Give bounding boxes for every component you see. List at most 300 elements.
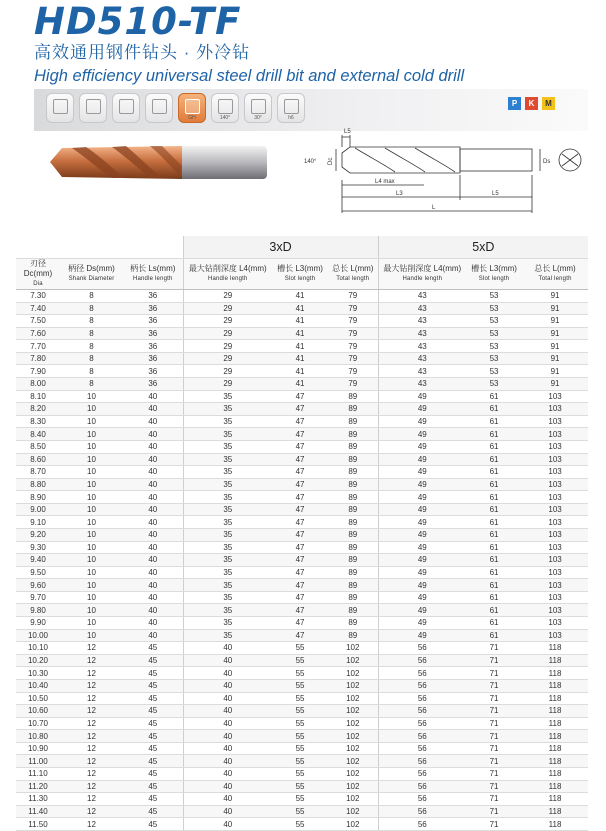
table-row <box>16 290 588 303</box>
table-cell: 10 <box>60 415 123 428</box>
technical-drawing <box>300 125 590 220</box>
table-cell: 35 <box>183 415 272 428</box>
table-cell: 35 <box>183 617 272 630</box>
table-cell: 29 <box>183 378 272 391</box>
table-cell: 103 <box>522 591 588 604</box>
column-header-cn: 柄长 Ls(mm) <box>130 264 176 273</box>
table-row <box>16 541 588 554</box>
table-cell: 45 <box>123 642 183 655</box>
table-cell: 55 <box>272 818 328 831</box>
table-cell: 61 <box>466 478 522 491</box>
table-cell: 40 <box>183 818 272 831</box>
table-cell: 11.10 <box>16 767 60 780</box>
table-cell: 36 <box>123 378 183 391</box>
table-cell: 43 <box>378 340 466 353</box>
table-cell: 89 <box>328 390 378 403</box>
table-cell: 41 <box>272 365 328 378</box>
table-cell: 55 <box>272 742 328 755</box>
table-cell: 55 <box>272 692 328 705</box>
table-cell: 47 <box>272 541 328 554</box>
table-cell: 45 <box>123 742 183 755</box>
table-cell: 45 <box>123 667 183 680</box>
table-cell: 103 <box>522 466 588 479</box>
table-cell: 10.10 <box>16 642 60 655</box>
table-cell: 56 <box>378 818 466 831</box>
table-row <box>16 755 588 768</box>
table-cell: 8 <box>60 365 123 378</box>
table-row <box>16 742 588 755</box>
table-cell: 45 <box>123 793 183 806</box>
table-cell: 56 <box>378 667 466 680</box>
table-row <box>16 453 588 466</box>
column-header <box>522 259 588 290</box>
table-cell: 89 <box>328 604 378 617</box>
table-cell: 89 <box>328 466 378 479</box>
column-header-cn: 槽长 L3(mm) <box>277 264 323 273</box>
table-cell: 35 <box>183 554 272 567</box>
table-cell: 103 <box>522 541 588 554</box>
table-cell: 10 <box>60 604 123 617</box>
table-cell: 103 <box>522 604 588 617</box>
table-cell: 10.90 <box>16 742 60 755</box>
table-cell: 41 <box>272 352 328 365</box>
table-cell: 12 <box>60 793 123 806</box>
table-row <box>16 591 588 604</box>
table-row <box>16 566 588 579</box>
table-cell: 56 <box>378 742 466 755</box>
table-cell: 102 <box>328 642 378 655</box>
table-cell: 47 <box>272 466 328 479</box>
table-cell: 10 <box>60 617 123 630</box>
table-cell: 8.00 <box>16 378 60 391</box>
table-cell: 89 <box>328 541 378 554</box>
group-header-blank <box>16 236 183 259</box>
table-cell: 7.80 <box>16 352 60 365</box>
table-cell: 53 <box>466 302 522 315</box>
table-cell: 56 <box>378 642 466 655</box>
table-cell: 118 <box>522 805 588 818</box>
table-row <box>16 466 588 479</box>
table-cell: 11.30 <box>16 793 60 806</box>
table-cell: 55 <box>272 705 328 718</box>
table-cell: 102 <box>328 730 378 743</box>
table-cell: 29 <box>183 302 272 315</box>
table-cell: 10 <box>60 579 123 592</box>
table-cell: 29 <box>183 327 272 340</box>
table-cell: 40 <box>183 667 272 680</box>
table-cell: 10.40 <box>16 679 60 692</box>
table-row <box>16 554 588 567</box>
table-row <box>16 352 588 365</box>
table-cell: 118 <box>522 679 588 692</box>
table-cell: 12 <box>60 818 123 831</box>
table-row <box>16 629 588 642</box>
table-row <box>16 415 588 428</box>
column-header <box>378 259 466 290</box>
table-cell: 61 <box>466 604 522 617</box>
table-cell: 35 <box>183 629 272 642</box>
table-cell: 89 <box>328 428 378 441</box>
table-row <box>16 403 588 416</box>
table-row <box>16 617 588 630</box>
table-cell: 91 <box>522 327 588 340</box>
flat-face-icon <box>46 93 74 123</box>
table-cell: 10 <box>60 516 123 529</box>
table-cell: 41 <box>272 315 328 328</box>
table-cell: 89 <box>328 403 378 416</box>
table-cell: 103 <box>522 491 588 504</box>
table-cell: 11.40 <box>16 805 60 818</box>
table-cell: 10 <box>60 453 123 466</box>
table-cell: 53 <box>466 340 522 353</box>
column-header-en: Slot length <box>478 276 510 282</box>
table-body <box>16 290 588 831</box>
table-cell: 40 <box>123 503 183 516</box>
table-cell: 61 <box>466 428 522 441</box>
table-cell: 61 <box>466 503 522 516</box>
table-cell: 61 <box>466 617 522 630</box>
table-cell: 10 <box>60 403 123 416</box>
table-cell: 9.30 <box>16 541 60 554</box>
table-cell: 8 <box>60 340 123 353</box>
table-cell: 40 <box>123 415 183 428</box>
table-cell: 35 <box>183 403 272 416</box>
table-cell: 29 <box>183 340 272 353</box>
table-cell: 40 <box>183 705 272 718</box>
drawing-label-l: L <box>432 205 436 211</box>
table-row <box>16 503 588 516</box>
table-cell: 35 <box>183 440 272 453</box>
table-cell: 41 <box>272 340 328 353</box>
material-badges <box>508 97 555 110</box>
table-cell: 102 <box>328 767 378 780</box>
table-cell: 45 <box>123 767 183 780</box>
column-header <box>466 259 522 290</box>
table-cell: 61 <box>466 554 522 567</box>
table-cell: 47 <box>272 403 328 416</box>
table-cell: 40 <box>183 730 272 743</box>
table-cell: 56 <box>378 780 466 793</box>
column-header <box>60 259 123 290</box>
table-cell: 10 <box>60 541 123 554</box>
table-cell: 9.80 <box>16 604 60 617</box>
table-cell: 36 <box>123 315 183 328</box>
table-cell: 55 <box>272 667 328 680</box>
table-cell: 53 <box>466 378 522 391</box>
table-cell: 79 <box>328 340 378 353</box>
table-cell: 89 <box>328 566 378 579</box>
table-cell: 56 <box>378 705 466 718</box>
table-cell: 40 <box>183 717 272 730</box>
table-cell: 45 <box>123 755 183 768</box>
table-cell: 103 <box>522 629 588 642</box>
table-cell: 118 <box>522 755 588 768</box>
table-cell: 8.50 <box>16 440 60 453</box>
table-cell: 102 <box>328 705 378 718</box>
table-cell: 102 <box>328 742 378 755</box>
table-cell: 45 <box>123 805 183 818</box>
step-face-icon <box>112 93 140 123</box>
table-cell: 40 <box>123 629 183 642</box>
table-cell: 71 <box>466 705 522 718</box>
table-cell: 47 <box>272 617 328 630</box>
column-header-en: Slot length <box>284 276 316 282</box>
table-cell: 40 <box>123 428 183 441</box>
table-cell: 53 <box>466 327 522 340</box>
table-cell: 7.30 <box>16 290 60 303</box>
table-cell: 40 <box>123 617 183 630</box>
table-cell: 35 <box>183 503 272 516</box>
table-cell: 40 <box>183 780 272 793</box>
table-cell: 49 <box>378 566 466 579</box>
table-cell: 55 <box>272 642 328 655</box>
table-row <box>16 717 588 730</box>
table-cell: 89 <box>328 528 378 541</box>
table-cell: 61 <box>466 440 522 453</box>
table-cell: 40 <box>123 591 183 604</box>
table-cell: 7.70 <box>16 340 60 353</box>
table-cell: 102 <box>328 793 378 806</box>
table-cell: 12 <box>60 755 123 768</box>
table-cell: 118 <box>522 818 588 831</box>
column-header <box>328 259 378 290</box>
table-row <box>16 818 588 831</box>
table-cell: 9.50 <box>16 566 60 579</box>
table-cell: 103 <box>522 478 588 491</box>
table-cell: 103 <box>522 428 588 441</box>
table-row <box>16 302 588 315</box>
table-cell: 103 <box>522 516 588 529</box>
table-cell: 118 <box>522 667 588 680</box>
table-cell: 49 <box>378 466 466 479</box>
table-cell: 8 <box>60 302 123 315</box>
table-cell: 89 <box>328 478 378 491</box>
table-cell: 29 <box>183 365 272 378</box>
table-cell: 56 <box>378 654 466 667</box>
table-cell: 118 <box>522 654 588 667</box>
table-cell: 103 <box>522 528 588 541</box>
table-cell: 40 <box>123 491 183 504</box>
table-cell: 55 <box>272 654 328 667</box>
table-cell: 79 <box>328 378 378 391</box>
table-cell: 103 <box>522 617 588 630</box>
table-cell: 118 <box>522 742 588 755</box>
table-cell: 12 <box>60 667 123 680</box>
table-cell: 36 <box>123 290 183 303</box>
drawing-label-dc: Dc <box>328 157 334 165</box>
table-cell: 55 <box>272 730 328 743</box>
product-title: HD510-TF <box>34 0 242 43</box>
table-cell: 89 <box>328 491 378 504</box>
table-cell: 40 <box>123 403 183 416</box>
table-cell: 89 <box>328 554 378 567</box>
table-row <box>16 365 588 378</box>
table-row <box>16 667 588 680</box>
table-cell: 35 <box>183 566 272 579</box>
table-cell: 49 <box>378 617 466 630</box>
table-cell: 71 <box>466 679 522 692</box>
table-row <box>16 767 588 780</box>
table-cell: 40 <box>123 466 183 479</box>
table-cell: 103 <box>522 554 588 567</box>
table-cell: 10 <box>60 390 123 403</box>
table-cell: 118 <box>522 705 588 718</box>
table-cell: 71 <box>466 667 522 680</box>
table-cell: 53 <box>466 315 522 328</box>
table-cell: 79 <box>328 302 378 315</box>
table-cell: 8.40 <box>16 428 60 441</box>
table-cell: 43 <box>378 365 466 378</box>
table-cell: 49 <box>378 591 466 604</box>
table-cell: 47 <box>272 491 328 504</box>
table-cell: 61 <box>466 579 522 592</box>
table-cell: 103 <box>522 440 588 453</box>
table-cell: 55 <box>272 793 328 806</box>
table-cell: 10 <box>60 528 123 541</box>
table-cell: 56 <box>378 755 466 768</box>
table-cell: 71 <box>466 742 522 755</box>
table-cell: 11.00 <box>16 755 60 768</box>
table-cell: 91 <box>522 352 588 365</box>
table-cell: 8 <box>60 352 123 365</box>
table-cell: 12 <box>60 642 123 655</box>
table-cell: 12 <box>60 805 123 818</box>
table-cell: 47 <box>272 629 328 642</box>
table-cell: 47 <box>272 415 328 428</box>
table-cell: 10.70 <box>16 717 60 730</box>
table-cell: 102 <box>328 780 378 793</box>
table-row <box>16 730 588 743</box>
helix-angle-icon <box>244 93 272 123</box>
table-cell: 79 <box>328 352 378 365</box>
table-cell: 8.80 <box>16 478 60 491</box>
table-cell: 12 <box>60 742 123 755</box>
table-cell: 53 <box>466 365 522 378</box>
table-cell: 49 <box>378 390 466 403</box>
table-cell: 71 <box>466 818 522 831</box>
table-cell: 71 <box>466 654 522 667</box>
table-cell: 9.60 <box>16 579 60 592</box>
table-cell: 35 <box>183 591 272 604</box>
table-cell: 55 <box>272 679 328 692</box>
table-cell: 71 <box>466 793 522 806</box>
subtitle-english: High efficiency universal steel drill bit and external cold drill <box>34 67 465 85</box>
table-cell: 91 <box>522 340 588 353</box>
table-cell: 45 <box>123 654 183 667</box>
table-cell: 89 <box>328 453 378 466</box>
table-cell: 35 <box>183 516 272 529</box>
table-cell: 43 <box>378 315 466 328</box>
table-cell: 56 <box>378 730 466 743</box>
table-row <box>16 780 588 793</box>
table-cell: 102 <box>328 755 378 768</box>
table-cell: 43 <box>378 290 466 303</box>
table-cell: 40 <box>183 805 272 818</box>
table-cell: 12 <box>60 717 123 730</box>
table-cell: 91 <box>522 378 588 391</box>
column-header <box>183 259 272 290</box>
table-row <box>16 805 588 818</box>
table-cell: 79 <box>328 327 378 340</box>
material-badge-p: P <box>508 97 521 110</box>
table-cell: 8.70 <box>16 466 60 479</box>
table-cell: 9.10 <box>16 516 60 529</box>
table-cell: 41 <box>272 290 328 303</box>
table-cell: 71 <box>466 805 522 818</box>
table-cell: 8.20 <box>16 403 60 416</box>
table-cell: 79 <box>328 365 378 378</box>
drawing-label-ds: Ds <box>543 159 551 165</box>
table-cell: 47 <box>272 516 328 529</box>
table-cell: 61 <box>466 541 522 554</box>
table-cell: 89 <box>328 516 378 529</box>
table-cell: 8.60 <box>16 453 60 466</box>
feature-icon-label: 30° <box>254 115 262 121</box>
table-cell: 36 <box>123 327 183 340</box>
table-cell: 49 <box>378 629 466 642</box>
drawing-label-l5: L5 <box>492 191 499 197</box>
table-cell: 49 <box>378 541 466 554</box>
table-cell: 40 <box>123 440 183 453</box>
table-row <box>16 579 588 592</box>
column-header-cn: 总长 L(mm) <box>534 264 576 273</box>
drawing-label-angle: 140° <box>304 159 317 165</box>
table-cell: 7.50 <box>16 315 60 328</box>
table-cell: 35 <box>183 579 272 592</box>
table-row <box>16 378 588 391</box>
table-cell: 61 <box>466 390 522 403</box>
table-cell: 10 <box>60 428 123 441</box>
table-cell: 40 <box>123 528 183 541</box>
column-header-en: Total length <box>336 276 370 282</box>
table-cell: 61 <box>466 591 522 604</box>
table-cell: 9.20 <box>16 528 60 541</box>
table-cell: 10 <box>60 440 123 453</box>
table-cell: 49 <box>378 604 466 617</box>
table-cell: 10.60 <box>16 705 60 718</box>
table-cell: 53 <box>466 290 522 303</box>
table-cell: 56 <box>378 805 466 818</box>
table-cell: 10.00 <box>16 629 60 642</box>
table-row <box>16 340 588 353</box>
table-cell: 40 <box>123 541 183 554</box>
table-cell: 40 <box>123 516 183 529</box>
table-cell: 61 <box>466 415 522 428</box>
table-cell: 10 <box>60 554 123 567</box>
table-cell: 56 <box>378 692 466 705</box>
table-cell: 10.20 <box>16 654 60 667</box>
table-cell: 12 <box>60 767 123 780</box>
table-cell: 10.30 <box>16 667 60 680</box>
feature-icon-label: 140° <box>219 115 231 121</box>
table-cell: 55 <box>272 767 328 780</box>
table-cell: 47 <box>272 478 328 491</box>
table-cell: 61 <box>466 491 522 504</box>
table-cell: 103 <box>522 566 588 579</box>
group-header-3xd: 3xD <box>183 236 378 259</box>
table-row <box>16 705 588 718</box>
table-row <box>16 440 588 453</box>
table-cell: 43 <box>378 302 466 315</box>
drill-shank <box>177 146 267 179</box>
table-cell: 71 <box>466 767 522 780</box>
table-cell: 7.40 <box>16 302 60 315</box>
table-cell: 47 <box>272 428 328 441</box>
table-cell: 45 <box>123 730 183 743</box>
table-row <box>16 654 588 667</box>
column-header-row <box>16 259 588 290</box>
table-row <box>16 793 588 806</box>
